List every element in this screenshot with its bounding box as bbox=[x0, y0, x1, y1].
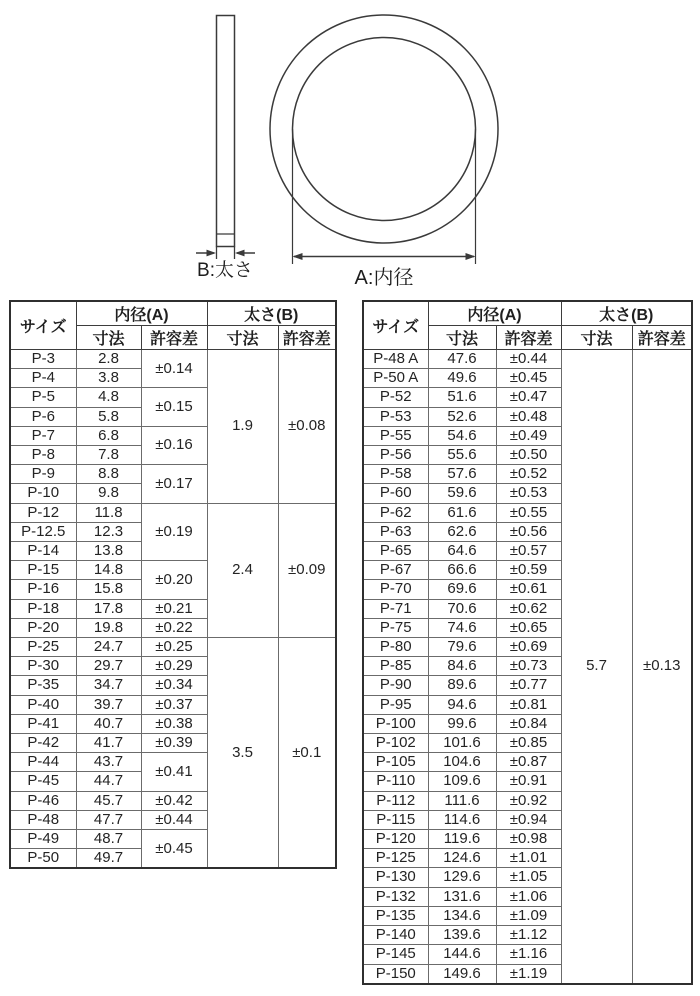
header-thickness-dimension: 寸法 bbox=[207, 326, 278, 350]
inner-diameter-label: A:内径 bbox=[354, 267, 414, 289]
cell-inner-tolerance: ±1.05 bbox=[496, 868, 561, 887]
thickness-arrow-left-icon bbox=[207, 250, 217, 257]
cell-inner-dimension: 114.6 bbox=[428, 810, 496, 829]
cell-size: P-12 bbox=[10, 503, 76, 522]
cell-size: P-110 bbox=[363, 772, 428, 791]
size-table-left bbox=[9, 300, 337, 869]
cell-inner-tolerance: ±0.21 bbox=[141, 599, 207, 618]
cell-inner-tolerance: ±0.87 bbox=[496, 753, 561, 772]
cell-inner-tolerance: ±0.77 bbox=[496, 676, 561, 695]
cell-thickness-tolerance: ±0.08 bbox=[278, 350, 336, 504]
cell-size: P-6 bbox=[10, 407, 76, 426]
diameter-arrow-left-icon bbox=[293, 253, 303, 260]
cell-inner-tolerance: ±0.94 bbox=[496, 810, 561, 829]
cell-inner-tolerance: ±0.81 bbox=[496, 695, 561, 714]
cell-size: P-3 bbox=[10, 350, 76, 369]
cell-inner-dimension: 34.7 bbox=[76, 676, 141, 695]
cell-inner-dimension: 6.8 bbox=[76, 426, 141, 445]
cell-size: P-44 bbox=[10, 753, 76, 772]
cell-inner-tolerance: ±0.47 bbox=[496, 388, 561, 407]
cell-inner-dimension: 9.8 bbox=[76, 484, 141, 503]
cell-inner-dimension: 119.6 bbox=[428, 830, 496, 849]
cell-inner-tolerance: ±0.69 bbox=[496, 638, 561, 657]
cell-inner-tolerance: ±1.19 bbox=[496, 964, 561, 984]
cell-size: P-120 bbox=[363, 830, 428, 849]
cell-size: P-58 bbox=[363, 465, 428, 484]
header-inner-dimension: 寸法 bbox=[76, 326, 141, 350]
cell-inner-dimension: 44.7 bbox=[76, 772, 141, 791]
cell-size: P-62 bbox=[363, 503, 428, 522]
cell-size: P-4 bbox=[10, 369, 76, 388]
cell-inner-dimension: 101.6 bbox=[428, 734, 496, 753]
cell-inner-dimension: 70.6 bbox=[428, 599, 496, 618]
cell-size: P-46 bbox=[10, 791, 76, 810]
cell-size: P-7 bbox=[10, 426, 76, 445]
cell-inner-tolerance: ±1.01 bbox=[496, 849, 561, 868]
cell-inner-dimension: 43.7 bbox=[76, 753, 141, 772]
cell-inner-dimension: 5.8 bbox=[76, 407, 141, 426]
cell-inner-tolerance: ±1.06 bbox=[496, 887, 561, 906]
cell-inner-dimension: 149.6 bbox=[428, 964, 496, 984]
header-inner-dimension: 寸法 bbox=[428, 326, 496, 350]
header-thickness-tolerance: 許容差 bbox=[278, 326, 336, 350]
cell-inner-dimension: 47.6 bbox=[428, 350, 496, 369]
cell-inner-dimension: 19.8 bbox=[76, 618, 141, 637]
cell-size: P-41 bbox=[10, 714, 76, 733]
cell-inner-dimension: 55.6 bbox=[428, 446, 496, 465]
cell-inner-tolerance: ±0.38 bbox=[141, 714, 207, 733]
header-thickness: 太さ(B) bbox=[207, 301, 336, 326]
thickness-arrow-right-icon bbox=[235, 250, 245, 257]
cell-size: P-150 bbox=[363, 964, 428, 984]
cell-size: P-52 bbox=[363, 388, 428, 407]
cell-inner-tolerance: ±0.59 bbox=[496, 561, 561, 580]
cell-inner-dimension: 54.6 bbox=[428, 426, 496, 445]
cell-size: P-67 bbox=[363, 561, 428, 580]
cell-size: P-35 bbox=[10, 676, 76, 695]
cell-size: P-112 bbox=[363, 791, 428, 810]
cell-inner-dimension: 134.6 bbox=[428, 906, 496, 925]
cell-size: P-50 bbox=[10, 849, 76, 869]
cell-size: P-125 bbox=[363, 849, 428, 868]
cell-size: P-16 bbox=[10, 580, 76, 599]
cell-size: P-135 bbox=[363, 906, 428, 925]
thickness-bar-figure bbox=[196, 16, 255, 282]
cell-size: P-80 bbox=[363, 638, 428, 657]
cell-inner-dimension: 94.6 bbox=[428, 695, 496, 714]
cell-inner-dimension: 39.7 bbox=[76, 695, 141, 714]
cell-inner-dimension: 57.6 bbox=[428, 465, 496, 484]
cell-inner-tolerance: ±0.39 bbox=[141, 734, 207, 753]
cell-inner-dimension: 40.7 bbox=[76, 714, 141, 733]
cell-thickness-dimension: 3.5 bbox=[207, 638, 278, 869]
cell-size: P-42 bbox=[10, 734, 76, 753]
ring-outer-circle bbox=[270, 15, 498, 243]
cell-inner-dimension: 8.8 bbox=[76, 465, 141, 484]
header-thickness-tolerance: 許容差 bbox=[632, 326, 692, 350]
cell-size: P-25 bbox=[10, 638, 76, 657]
cell-inner-tolerance: ±1.12 bbox=[496, 926, 561, 945]
cell-inner-tolerance: ±0.61 bbox=[496, 580, 561, 599]
table-row bbox=[363, 350, 692, 369]
cell-inner-dimension: 89.6 bbox=[428, 676, 496, 695]
cell-inner-dimension: 41.7 bbox=[76, 734, 141, 753]
cell-inner-dimension: 14.8 bbox=[76, 561, 141, 580]
cell-size: P-55 bbox=[363, 426, 428, 445]
cell-inner-dimension: 49.7 bbox=[76, 849, 141, 869]
cell-size: P-71 bbox=[363, 599, 428, 618]
table-row bbox=[10, 350, 336, 369]
cell-inner-tolerance: ±0.37 bbox=[141, 695, 207, 714]
header-thickness-dimension: 寸法 bbox=[561, 326, 632, 350]
cell-size: P-48 bbox=[10, 810, 76, 829]
cell-size: P-145 bbox=[363, 945, 428, 964]
cell-inner-dimension: 3.8 bbox=[76, 369, 141, 388]
cell-size: P-45 bbox=[10, 772, 76, 791]
cell-inner-tolerance: ±0.25 bbox=[141, 638, 207, 657]
cell-size: P-8 bbox=[10, 446, 76, 465]
table-row bbox=[10, 638, 336, 657]
cell-inner-tolerance: ±0.42 bbox=[141, 791, 207, 810]
cell-inner-tolerance: ±0.49 bbox=[496, 426, 561, 445]
cell-inner-dimension: 111.6 bbox=[428, 791, 496, 810]
cell-inner-dimension: 24.7 bbox=[76, 638, 141, 657]
cell-inner-dimension: 51.6 bbox=[428, 388, 496, 407]
cell-thickness-tolerance: ±0.1 bbox=[278, 638, 336, 869]
cell-inner-dimension: 66.6 bbox=[428, 561, 496, 580]
cell-inner-tolerance: ±0.92 bbox=[496, 791, 561, 810]
cell-inner-tolerance: ±0.17 bbox=[141, 465, 207, 503]
cell-inner-dimension: 62.6 bbox=[428, 522, 496, 541]
cell-inner-dimension: 84.6 bbox=[428, 657, 496, 676]
cell-inner-tolerance: ±1.16 bbox=[496, 945, 561, 964]
header-inner-tolerance: 許容差 bbox=[141, 326, 207, 350]
cell-thickness-dimension: 5.7 bbox=[561, 350, 632, 984]
cell-inner-dimension: 131.6 bbox=[428, 887, 496, 906]
thickness-label: B:太さ bbox=[197, 260, 253, 281]
cell-inner-tolerance: ±0.57 bbox=[496, 542, 561, 561]
cell-size: P-56 bbox=[363, 446, 428, 465]
cell-inner-dimension: 139.6 bbox=[428, 926, 496, 945]
header-size: サイズ bbox=[363, 301, 428, 350]
cell-inner-dimension: 129.6 bbox=[428, 868, 496, 887]
cell-inner-tolerance: ±0.91 bbox=[496, 772, 561, 791]
cell-inner-tolerance: ±0.48 bbox=[496, 407, 561, 426]
cell-size: P-14 bbox=[10, 542, 76, 561]
cell-inner-dimension: 64.6 bbox=[428, 542, 496, 561]
cell-size: P-90 bbox=[363, 676, 428, 695]
cell-inner-tolerance: ±0.55 bbox=[496, 503, 561, 522]
cell-inner-tolerance: ±0.15 bbox=[141, 388, 207, 426]
cell-size: P-9 bbox=[10, 465, 76, 484]
cell-inner-dimension: 104.6 bbox=[428, 753, 496, 772]
cell-size: P-102 bbox=[363, 734, 428, 753]
cell-inner-tolerance: ±0.50 bbox=[496, 446, 561, 465]
cell-size: P-20 bbox=[10, 618, 76, 637]
header-inner-diameter: 内径(A) bbox=[76, 301, 207, 326]
size-table-right bbox=[362, 300, 693, 985]
cell-inner-dimension: 48.7 bbox=[76, 830, 141, 849]
cell-inner-tolerance: ±0.41 bbox=[141, 753, 207, 791]
cell-inner-tolerance: ±0.56 bbox=[496, 522, 561, 541]
cell-inner-dimension: 7.8 bbox=[76, 446, 141, 465]
thickness-bar bbox=[217, 16, 235, 247]
cell-inner-tolerance: ±0.29 bbox=[141, 657, 207, 676]
cell-size: P-18 bbox=[10, 599, 76, 618]
cell-inner-dimension: 13.8 bbox=[76, 542, 141, 561]
cell-inner-tolerance: ±0.85 bbox=[496, 734, 561, 753]
cell-inner-tolerance: ±0.20 bbox=[141, 561, 207, 599]
cell-inner-tolerance: ±0.52 bbox=[496, 465, 561, 484]
cell-inner-dimension: 47.7 bbox=[76, 810, 141, 829]
cell-size: P-63 bbox=[363, 522, 428, 541]
cell-inner-dimension: 11.8 bbox=[76, 503, 141, 522]
cell-size: P-48 A bbox=[363, 350, 428, 369]
cell-inner-tolerance: ±0.73 bbox=[496, 657, 561, 676]
cell-size: P-65 bbox=[363, 542, 428, 561]
cell-inner-dimension: 144.6 bbox=[428, 945, 496, 964]
cell-inner-tolerance: ±0.84 bbox=[496, 714, 561, 733]
cell-size: P-15 bbox=[10, 561, 76, 580]
cell-inner-tolerance: ±0.65 bbox=[496, 618, 561, 637]
cell-size: P-130 bbox=[363, 868, 428, 887]
cell-inner-dimension: 124.6 bbox=[428, 849, 496, 868]
table-row bbox=[10, 503, 336, 522]
ring-inner-circle bbox=[293, 38, 476, 221]
cell-size: P-40 bbox=[10, 695, 76, 714]
cell-inner-dimension: 49.6 bbox=[428, 369, 496, 388]
cell-thickness-tolerance: ±0.09 bbox=[278, 503, 336, 637]
cell-inner-tolerance: ±0.45 bbox=[496, 369, 561, 388]
cell-inner-dimension: 61.6 bbox=[428, 503, 496, 522]
cell-inner-tolerance: ±0.34 bbox=[141, 676, 207, 695]
cell-inner-dimension: 29.7 bbox=[76, 657, 141, 676]
cell-size: P-5 bbox=[10, 388, 76, 407]
cell-inner-dimension: 52.6 bbox=[428, 407, 496, 426]
cell-inner-tolerance: ±0.44 bbox=[141, 810, 207, 829]
cell-inner-dimension: 4.8 bbox=[76, 388, 141, 407]
cell-inner-tolerance: ±0.16 bbox=[141, 426, 207, 464]
ring-figure bbox=[270, 15, 498, 289]
cell-size: P-53 bbox=[363, 407, 428, 426]
cell-size: P-115 bbox=[363, 810, 428, 829]
cell-inner-dimension: 17.8 bbox=[76, 599, 141, 618]
cell-inner-dimension: 15.8 bbox=[76, 580, 141, 599]
cell-inner-tolerance: ±1.09 bbox=[496, 906, 561, 925]
cell-size: P-100 bbox=[363, 714, 428, 733]
cell-size: P-49 bbox=[10, 830, 76, 849]
oring-dimension-diagram bbox=[0, 0, 700, 296]
cell-inner-dimension: 79.6 bbox=[428, 638, 496, 657]
cell-size: P-50 A bbox=[363, 369, 428, 388]
cell-inner-dimension: 99.6 bbox=[428, 714, 496, 733]
cell-thickness-dimension: 2.4 bbox=[207, 503, 278, 637]
header-inner-tolerance: 許容差 bbox=[496, 326, 561, 350]
cell-inner-tolerance: ±0.22 bbox=[141, 618, 207, 637]
cell-inner-tolerance: ±0.19 bbox=[141, 503, 207, 561]
cell-size: P-12.5 bbox=[10, 522, 76, 541]
cell-size: P-70 bbox=[363, 580, 428, 599]
cell-inner-tolerance: ±0.98 bbox=[496, 830, 561, 849]
cell-inner-dimension: 2.8 bbox=[76, 350, 141, 369]
cell-inner-dimension: 109.6 bbox=[428, 772, 496, 791]
cell-size: P-95 bbox=[363, 695, 428, 714]
header-size: サイズ bbox=[10, 301, 76, 350]
cell-size: P-85 bbox=[363, 657, 428, 676]
cell-size: P-60 bbox=[363, 484, 428, 503]
header-row-groups bbox=[363, 301, 692, 326]
cell-size: P-105 bbox=[363, 753, 428, 772]
cell-inner-tolerance: ±0.14 bbox=[141, 350, 207, 388]
header-inner-diameter: 内径(A) bbox=[428, 301, 561, 326]
cell-inner-tolerance: ±0.53 bbox=[496, 484, 561, 503]
cell-inner-tolerance: ±0.44 bbox=[496, 350, 561, 369]
cell-inner-dimension: 45.7 bbox=[76, 791, 141, 810]
header-thickness: 太さ(B) bbox=[561, 301, 692, 326]
cell-size: P-30 bbox=[10, 657, 76, 676]
cell-size: P-75 bbox=[363, 618, 428, 637]
header-row-groups bbox=[10, 301, 336, 326]
diameter-arrow-right-icon bbox=[466, 253, 476, 260]
cell-size: P-132 bbox=[363, 887, 428, 906]
cell-inner-dimension: 12.3 bbox=[76, 522, 141, 541]
cell-inner-tolerance: ±0.62 bbox=[496, 599, 561, 618]
cell-thickness-dimension: 1.9 bbox=[207, 350, 278, 504]
cell-inner-dimension: 69.6 bbox=[428, 580, 496, 599]
cell-inner-tolerance: ±0.45 bbox=[141, 830, 207, 869]
cell-size: P-140 bbox=[363, 926, 428, 945]
cell-size: P-10 bbox=[10, 484, 76, 503]
cell-inner-dimension: 74.6 bbox=[428, 618, 496, 637]
cell-inner-dimension: 59.6 bbox=[428, 484, 496, 503]
cell-thickness-tolerance: ±0.13 bbox=[632, 350, 692, 984]
